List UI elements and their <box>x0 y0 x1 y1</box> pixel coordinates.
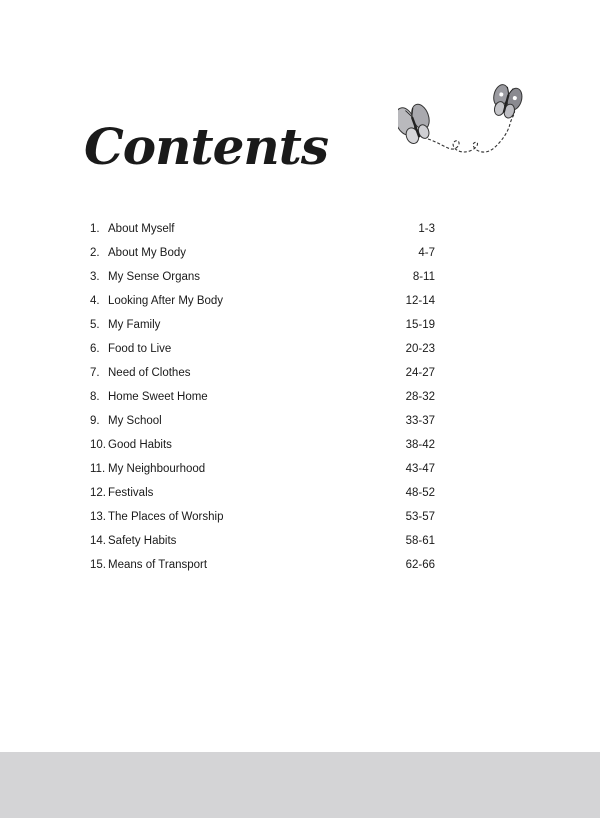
toc-entry-title: About Myself <box>108 223 175 236</box>
page-title: Contents <box>84 117 329 176</box>
toc-entry-number: 12. <box>90 487 106 500</box>
toc-entry-number: 9. <box>90 415 100 428</box>
toc-entry-title: Need of Clothes <box>108 367 191 380</box>
toc-entry[interactable] <box>90 386 435 410</box>
toc-entry[interactable] <box>90 410 435 434</box>
toc-entry[interactable] <box>90 458 435 482</box>
footer-band <box>0 752 600 818</box>
toc-entry[interactable] <box>90 482 435 506</box>
toc-entry[interactable] <box>90 434 435 458</box>
table-of-contents <box>90 218 435 578</box>
toc-entry-number: 5. <box>90 319 100 332</box>
toc-entry[interactable] <box>90 242 435 266</box>
toc-entry-title: Home Sweet Home <box>108 391 208 404</box>
toc-entry-number: 4. <box>90 295 100 308</box>
toc-entry-number: 6. <box>90 343 100 356</box>
toc-entry-pages: 38-42 <box>405 439 435 452</box>
right-butterfly <box>489 84 524 120</box>
toc-entry-pages: 1-3 <box>418 223 435 236</box>
toc-entry-title: Festivals <box>108 487 154 500</box>
toc-entry[interactable] <box>90 506 435 530</box>
toc-entry-pages: 43-47 <box>405 463 435 476</box>
toc-entry-pages: 24-27 <box>405 367 435 380</box>
toc-entry[interactable] <box>90 290 435 314</box>
toc-entry-number: 14. <box>90 535 106 548</box>
toc-entry-number: 10. <box>90 439 106 452</box>
butterflies-icon <box>398 84 526 174</box>
toc-entry-title: About My Body <box>108 247 186 260</box>
toc-entry-pages: 62-66 <box>405 559 435 572</box>
toc-entry-title: My Family <box>108 319 161 332</box>
toc-entry[interactable] <box>90 554 435 578</box>
toc-entry-pages: 12-14 <box>405 295 435 308</box>
toc-entry-number: 2. <box>90 247 100 260</box>
toc-entry-pages: 4-7 <box>418 247 435 260</box>
toc-entry-number: 7. <box>90 367 100 380</box>
toc-entry-pages: 33-37 <box>405 415 435 428</box>
toc-entry-title: My Neighbourhood <box>108 463 206 476</box>
toc-entry-title: Safety Habits <box>108 535 177 548</box>
toc-entry-pages: 48-52 <box>405 487 435 500</box>
toc-entry[interactable] <box>90 338 435 362</box>
toc-entry-pages: 20-23 <box>405 343 435 356</box>
toc-entry-pages: 15-19 <box>405 319 435 332</box>
toc-entry-title: Food to Live <box>108 343 172 356</box>
toc-entry[interactable] <box>90 530 435 554</box>
toc-entry-title: Means of Transport <box>108 559 208 572</box>
toc-entry-title: Looking After My Body <box>108 295 224 308</box>
toc-entry-number: 3. <box>90 271 100 284</box>
toc-entry[interactable] <box>90 266 435 290</box>
toc-entry-number: 8. <box>90 391 100 404</box>
toc-entry[interactable] <box>90 314 435 338</box>
toc-entry-pages: 53-57 <box>405 511 435 524</box>
toc-entry-pages: 28-32 <box>405 391 435 404</box>
toc-entry[interactable] <box>90 362 435 386</box>
toc-entry-number: 15. <box>90 559 106 572</box>
toc-entry-number: 1. <box>90 223 100 236</box>
toc-entry-pages: 58-61 <box>405 535 435 548</box>
toc-entry-number: 13. <box>90 511 106 524</box>
toc-entry-number: 11. <box>90 463 106 476</box>
toc-entry-pages: 8-11 <box>412 271 435 284</box>
toc-entry-title: Good Habits <box>108 439 172 452</box>
toc-entry[interactable] <box>90 218 435 242</box>
toc-entry-title: My School <box>108 415 162 428</box>
toc-entry-title: My Sense Organs <box>108 271 201 284</box>
toc-entry-title: The Places of Worship <box>108 511 224 524</box>
